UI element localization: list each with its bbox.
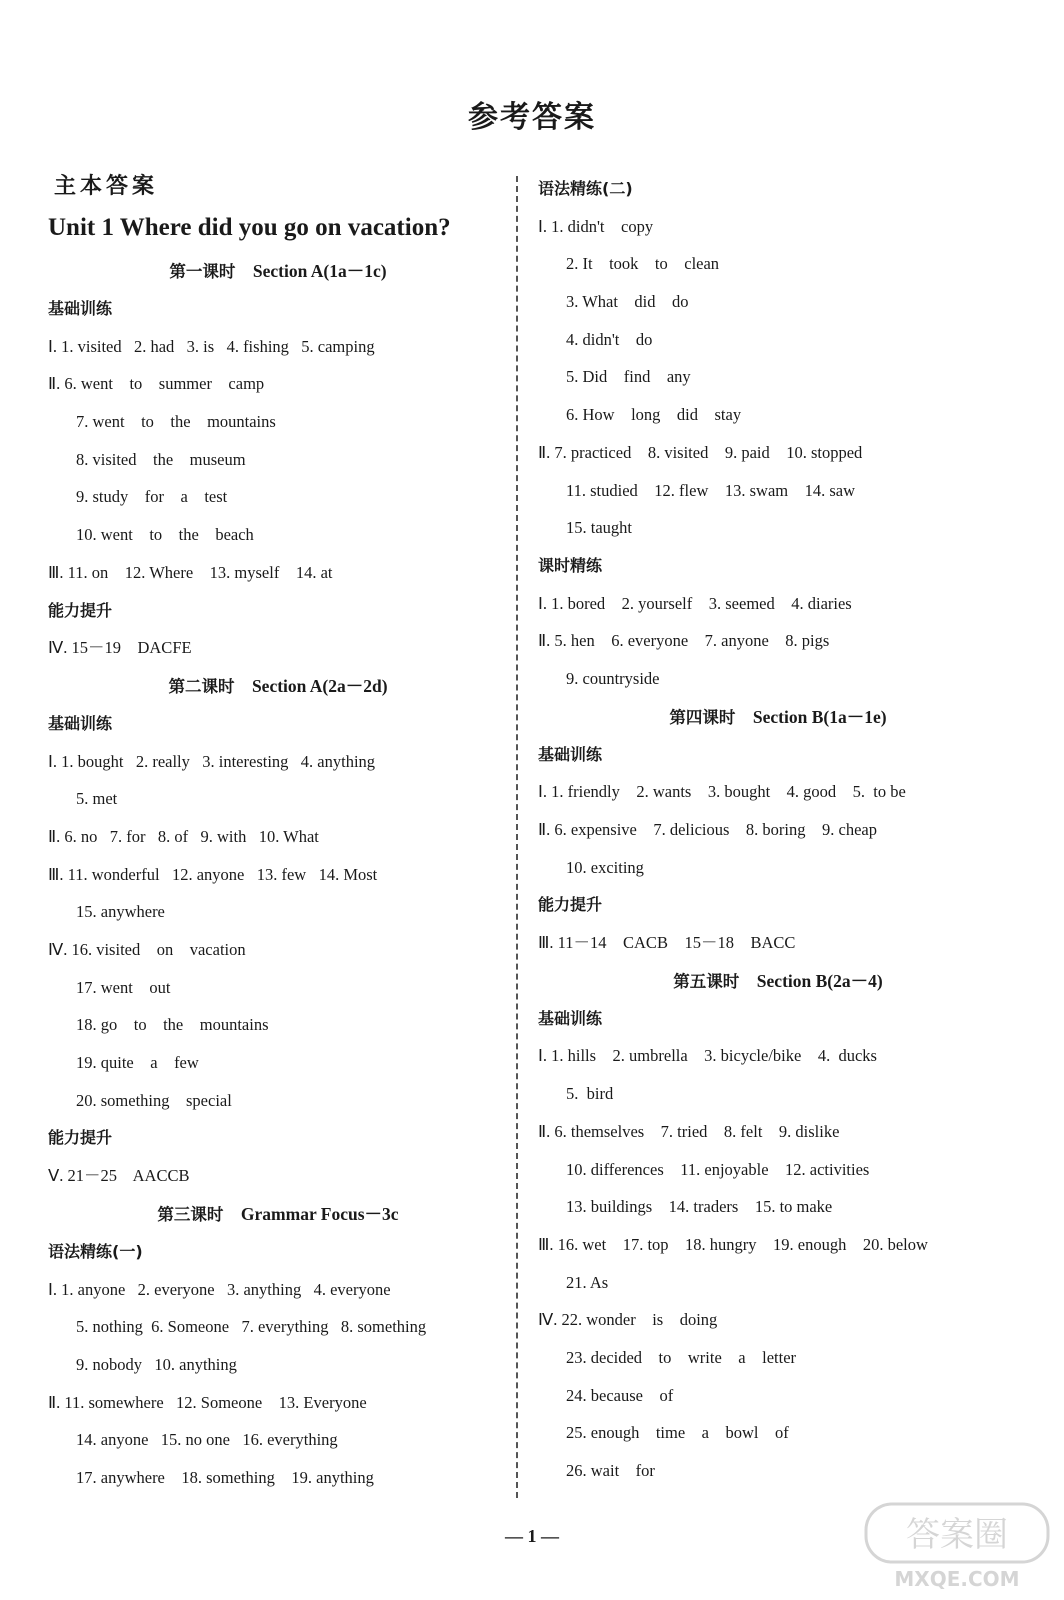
lesson-section: Section B(2a－4): [756, 970, 883, 991]
lesson-number: 第一课时: [169, 262, 236, 281]
answer-line: 4. didn't do: [566, 329, 653, 349]
answer-line: 13. buildings 14. traders 15. to make: [566, 1197, 833, 1217]
answer-line: Ⅰ. 1. visited 2. had 3. is 4. fishing 5. camping: [48, 336, 375, 356]
answer-line: Ⅱ. 6. themselves 7. tried 8. felt 9. dislike: [538, 1121, 840, 1141]
exercise-subheading: 基础训练: [538, 744, 603, 764]
answer-line: 9. countryside: [566, 668, 660, 688]
answer-line: Ⅲ. 11－14 CACB 15－18 BACC: [538, 933, 796, 953]
lesson-section: Section B(1a－1e): [752, 706, 887, 727]
answer-line: Ⅳ. 22. wonder is doing: [538, 1310, 718, 1330]
lesson-section: Grammar Focus－3c: [240, 1203, 399, 1224]
answer-line: 7. went to the mountains: [76, 412, 276, 432]
answer-line: 11. studied 12. flew 13. swam 14. saw: [566, 480, 856, 500]
lesson-heading: [538, 962, 1018, 1000]
answer-line: Ⅴ. 21－25 AACCB: [48, 1166, 190, 1186]
answer-line: 10. went to the beach: [76, 525, 254, 545]
answer-line: 10. exciting: [566, 857, 644, 877]
answer-line: Ⅰ. 1. bought 2. really 3. interesting 4. anything: [48, 751, 376, 771]
lesson-number: 第四课时: [669, 707, 736, 727]
right-answer-list: [538, 170, 1018, 1490]
lesson-heading: [48, 1195, 508, 1233]
answer-line: 21. As: [566, 1272, 609, 1292]
answer-line: 25. enough time a bowl of: [566, 1423, 789, 1443]
main-answers-heading: 主本答案: [54, 174, 159, 199]
watermark-text-bottom: MXQE.COM: [894, 1567, 1020, 1591]
answer-line: 14. anyone 15. no one 16. everything: [76, 1430, 338, 1450]
answer-line: Ⅱ. 6. went to summer camp: [48, 374, 265, 394]
left-column: [48, 170, 508, 1497]
exercise-subheading: 基础训练: [538, 1008, 603, 1028]
lesson-section: Section A(2a－2d): [251, 675, 388, 696]
exercise-subheading: 基础训练: [48, 299, 113, 318]
answer-line: 17. went out: [76, 977, 171, 997]
exercise-subheading: 能力提升: [48, 1128, 113, 1148]
answer-line: Ⅱ. 11. somewhere 12. Someone 13. Everyone: [48, 1392, 367, 1412]
answer-line: Ⅰ. 1. didn't copy: [538, 216, 654, 236]
answer-line: 3. What did do: [566, 292, 689, 312]
answer-line: 24. because of: [566, 1385, 674, 1405]
answer-line: Ⅲ. 11. on 12. Where 13. myself 14. at: [48, 562, 333, 582]
answer-line: Ⅱ. 5. hen 6. everyone 7. anyone 8. pigs: [538, 631, 830, 651]
answer-line: Ⅰ. 1. anyone 2. everyone 3. anything 4. everyone: [48, 1279, 391, 1299]
answer-line: Ⅲ. 11. wonderful 12. anyone 13. few 14. Most: [48, 864, 378, 884]
answer-line: Ⅲ. 16. wet 17. top 18. hungry 19. enough 20. below: [538, 1234, 928, 1254]
answer-line: 2. It took to clean: [566, 254, 720, 274]
answer-line: 15. anywhere: [76, 902, 165, 922]
exercise-subheading: 语法精练(二): [538, 179, 633, 198]
watermark-text-top: 答案圈: [906, 1515, 1008, 1555]
answer-line: 26. wait for: [566, 1461, 655, 1480]
lesson-heading: [48, 667, 508, 705]
answer-line: Ⅳ. 15－19 DACFE: [48, 638, 192, 658]
unit-title: Unit 1 Where did you go on vacation?: [48, 214, 451, 241]
answer-line: 20. something special: [76, 1090, 232, 1110]
exercise-subheading: 语法精练(一): [48, 1241, 143, 1261]
column-divider: [516, 176, 518, 1498]
answer-line: 10. differences 11. enjoyable 12. activities: [566, 1159, 870, 1179]
answer-line: 5. Did find any: [566, 367, 691, 387]
page-title: 参考答案: [468, 100, 596, 135]
answer-line: Ⅰ. 1. friendly 2. wants 3. bought 4. good 5. to be: [538, 782, 906, 802]
answer-line: Ⅱ. 7. practiced 8. visited 9. paid 10. stopped: [538, 442, 863, 462]
lesson-section: Section A(1a－1c): [252, 261, 387, 281]
exercise-subheading: 能力提升: [48, 600, 113, 620]
lesson-heading: [48, 252, 508, 290]
lesson-number: 第五课时: [673, 971, 740, 991]
answer-line: 5. bird: [566, 1084, 614, 1104]
answer-line: Ⅱ. 6. expensive 7. delicious 8. boring 9. cheap: [538, 820, 877, 839]
answer-line: 19. quite a few: [76, 1053, 199, 1073]
left-answer-list: [48, 252, 508, 1497]
page-number: — 1 —: [505, 1526, 559, 1546]
answer-line: Ⅳ. 16. visited on vacation: [48, 940, 246, 959]
answer-line: 9. study for a test: [76, 487, 228, 507]
watermark-logo: [862, 1498, 1052, 1594]
answer-line: 9. nobody 10. anything: [76, 1354, 237, 1374]
answer-line: 15. taught: [566, 518, 632, 538]
exercise-subheading: 基础训练: [48, 713, 113, 733]
answer-line: 17. anywhere 18. something 19. anything: [76, 1467, 374, 1487]
lesson-number: 第二课时: [168, 676, 235, 696]
exercise-subheading: 能力提升: [538, 895, 603, 915]
exercise-subheading: 课时精练: [538, 555, 603, 575]
answer-line: 5. met: [76, 789, 118, 809]
answer-line: 23. decided to write a letter: [566, 1347, 797, 1367]
answer-line: 5. nothing 6. Someone 7. everything 8. something: [76, 1317, 427, 1337]
lesson-number: 第三课时: [157, 1204, 224, 1224]
answer-line: 6. How long did stay: [566, 405, 742, 425]
answer-line: Ⅰ. 1. bored 2. yourself 3. seemed 4. diaries: [538, 593, 852, 613]
answer-line: 8. visited the museum: [76, 449, 246, 469]
lesson-heading: [538, 698, 1018, 736]
answer-line: 18. go to the mountains: [76, 1015, 269, 1035]
right-column: [538, 170, 1018, 1490]
answer-line: Ⅰ. 1. hills 2. umbrella 3. bicycle/bike 4. ducks: [538, 1046, 877, 1066]
answer-line: Ⅱ. 6. no 7. for 8. of 9. with 10. What: [48, 826, 319, 846]
